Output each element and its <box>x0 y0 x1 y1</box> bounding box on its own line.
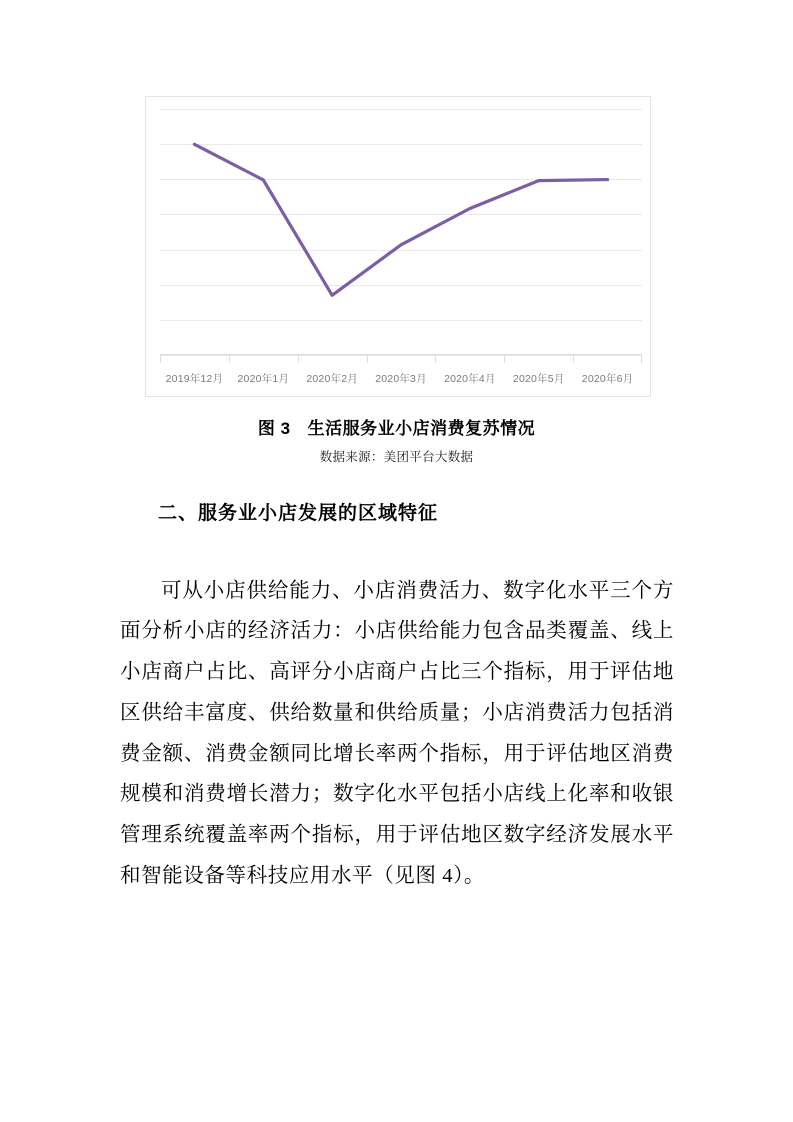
chart-line-series <box>160 109 642 356</box>
chart-plot-area <box>160 109 642 355</box>
chart-x-tick-label: 2020年4月 <box>444 373 496 385</box>
chart-x-tick-label: 2020年5月 <box>512 373 565 385</box>
chart-x-tick <box>435 358 504 388</box>
chart-x-tick-label: 2020年6月 <box>581 373 634 385</box>
figure-3-chart <box>145 96 651 397</box>
chart-x-tick-label: 2019年12月 <box>165 373 224 385</box>
chart-x-tick-label: 2020年2月 <box>306 373 358 385</box>
figure-caption-number: 图 3 <box>257 419 291 438</box>
chart-x-axis-labels <box>160 358 642 388</box>
chart-x-tick <box>573 358 642 388</box>
chart-x-tick <box>298 358 367 388</box>
chart-x-tick <box>160 358 229 388</box>
figure-caption <box>120 414 673 439</box>
chart-x-tick <box>504 358 573 388</box>
chart-x-tick-label: 2020年3月 <box>375 373 427 385</box>
figure-source-note: 数据来源：美团平台大数据 <box>319 450 474 464</box>
chart-x-tick <box>367 358 436 388</box>
chart-frame <box>145 96 651 397</box>
figure-caption-title: 生活服务业小店消费复苏情况 <box>307 419 536 438</box>
body-paragraph: 可从小店供给能力、小店消费活力、数字化水平三个方面分析小店的经济活力：小店供给能力包含品类覆盖、线上小店商户占比、高评分小店商户占比三个指标，用于评估地区供给丰富度、供给数量和供给质量；小店消费活力包括消费金额、消费金额同比增长率两个指标，用于评估地区消费规模和消费增长潜力；数字化水平包括小店线上化率和收银管理系统覆盖率两个指标，用于评估地区数字经济发展水平和智能设备等科技应用水平（见图 4）。 <box>120 579 674 888</box>
chart-x-tick-label: 2020年1月 <box>237 373 290 385</box>
chart-x-tick <box>229 358 298 388</box>
section-heading: 二、服务业小店发展的区域特征 <box>158 503 439 524</box>
chart-x-axis-line <box>160 354 642 355</box>
